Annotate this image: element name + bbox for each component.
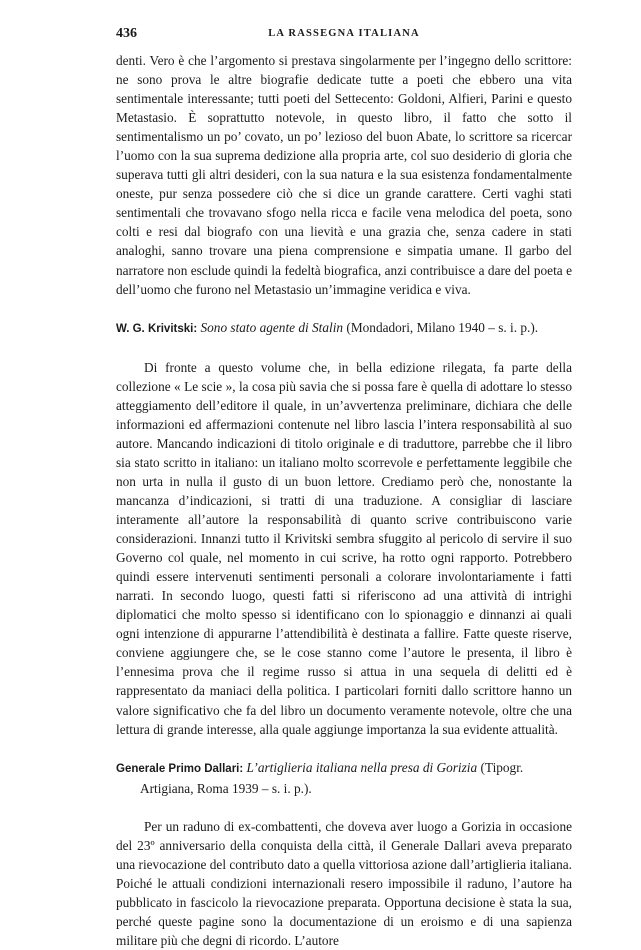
review-body-dallari: Per un raduno di ex-combattenti, che doveva aver luogo a Gorizia in occasione del 23º anniversario della conquista della città, il Generale Dallari aveva preparato una rievocazione del contributo dato a quella vittoriosa azione dall’artiglieria italiana. Poiché le attuali condizioni internazionali resero impossibile il raduno, l’autore ha pubblicato in fascicolo la rievocazione preparata. Opportuna decisione è stata la sua, perché queste pagine sono la documentazione di un eroismo e di una sapienza militare più che degni di ricordo. L’autore: [116, 818, 572, 948]
review-author: W. G. Krivitski:: [116, 322, 198, 335]
section-spacer: [116, 739, 572, 758]
running-head: LA RASSEGNA ITALIANA: [268, 28, 420, 39]
continuation-paragraph: denti. Vero è che l’argomento si prestava singolarmente per l’ingegno dello scrittore: ne sono prova le altre biografie dedicate tutte a poeti che ebbero una vita sentimentale interessante; tutti poeti del Settecento: Goldoni, Alfieri, Parini e questo Metastasio. È soprattutto notevole, in questo libro, il fatto che sotto il sentimentalismo un po’ covato, un po’ lezioso del buon Abate, lo scrittore sa ricercar l’uomo con la sua suprema dedizione alla propria arte, col suo desiderio di gloria che superava tutti gli altri desideri, con la sua natura e la sua esistenza fondamentalmente oneste, pur senza possedere ciò che si dice un grande carattere. Certi vaghi stati sentimentali che trovavano sfogo nella ricca e facile vena melodica del poeta, sono colti e resi dal biografo con una lievità e una grazia che, senza cadere in stati analoghi, sanno trovare una piena comprensione e simpatia umane. Il garbo del narratore non esclude quindi la fedeltà biografica, anzi contribuisce a dare del poeta e dell’uomo che furono nel Metastasio un’immagine veridica e viva.: [116, 53, 572, 297]
review-publisher: (Mondadori, Milano 1940 – s. i. p.).: [346, 319, 539, 335]
review-heading-dallari: [116, 758, 572, 798]
review-heading-krivitski: [116, 318, 572, 339]
review-author: Generale Primo Dallari:: [116, 762, 244, 775]
section-spacer: [116, 798, 572, 817]
review-book-title: Sono stato agente di Stalin: [200, 319, 344, 335]
review-body-krivitski: Di fronte a questo volume che, in bella edizione rilegata, fa parte della collezione « Le scie », la cosa più savia che si possa fare è quella di adottare lo stesso atteggiamento dell’editore il quale, in un’avvertenza preliminare, dichiara che delle informazioni ed affermazioni contenute nel libro lascia l’intera responsabilità al suo autore. Mancando indicazioni di titolo originale e di traduttore, parrebbe che il libro sia stato scritto in italiano: un italiano molto scorrevole e perfettamente leggibile che non urta in nulla il gusto di un buon lettore. Crediamo però che, nonostante la mancanza d’indicazioni, si tratti di una traduzione. A consigliar di lasciare interamente all’autore la responsabilità di quanto scrive contribuiscono varie considerazioni. Innanzi tutto il Krivitski sembra sfuggito al pericolo di servire il suo Governo col quale, nel momento in cui scrive, ha rotto ogni rapporto. Potrebbero quindi essere intervenuti sentimenti personali a colorare involontariamente i fatti narrati. In secondo luogo, questi fatti si riferiscono ad una attività di intrighi diplomatici che molto spesso si identificano con lo spionaggio e dinnanzi ai quali ogni intenzione di appurarne l’attendibilità è destinata a fallire. Fatte queste riserve, conviene aggiungere che, se le cose stanno come l’autore le presenta, il libro è l’ennesima prova che il regime russo si attua in una sequela di delitti ed è rappresentato da maniaci della politica. I particolari forniti dallo scrittore hanno un valore significativo che fa del libro un documento veramente notevole, oltre che una lettura di grande interesse, alla quale aggiunge importanza la sua evidente attualità.: [116, 359, 572, 737]
section-spacer: [116, 299, 572, 318]
review-publisher: (Tipogr. Artigiana, Roma 1939 – s. i. p.).: [140, 759, 524, 796]
text-column: [116, 51, 572, 950]
page-header: [116, 26, 572, 46]
review-book-title: L’artiglieria italiana nella presa di Gorizia: [246, 759, 478, 775]
page-number: 436: [116, 26, 137, 41]
section-spacer: [116, 339, 572, 358]
